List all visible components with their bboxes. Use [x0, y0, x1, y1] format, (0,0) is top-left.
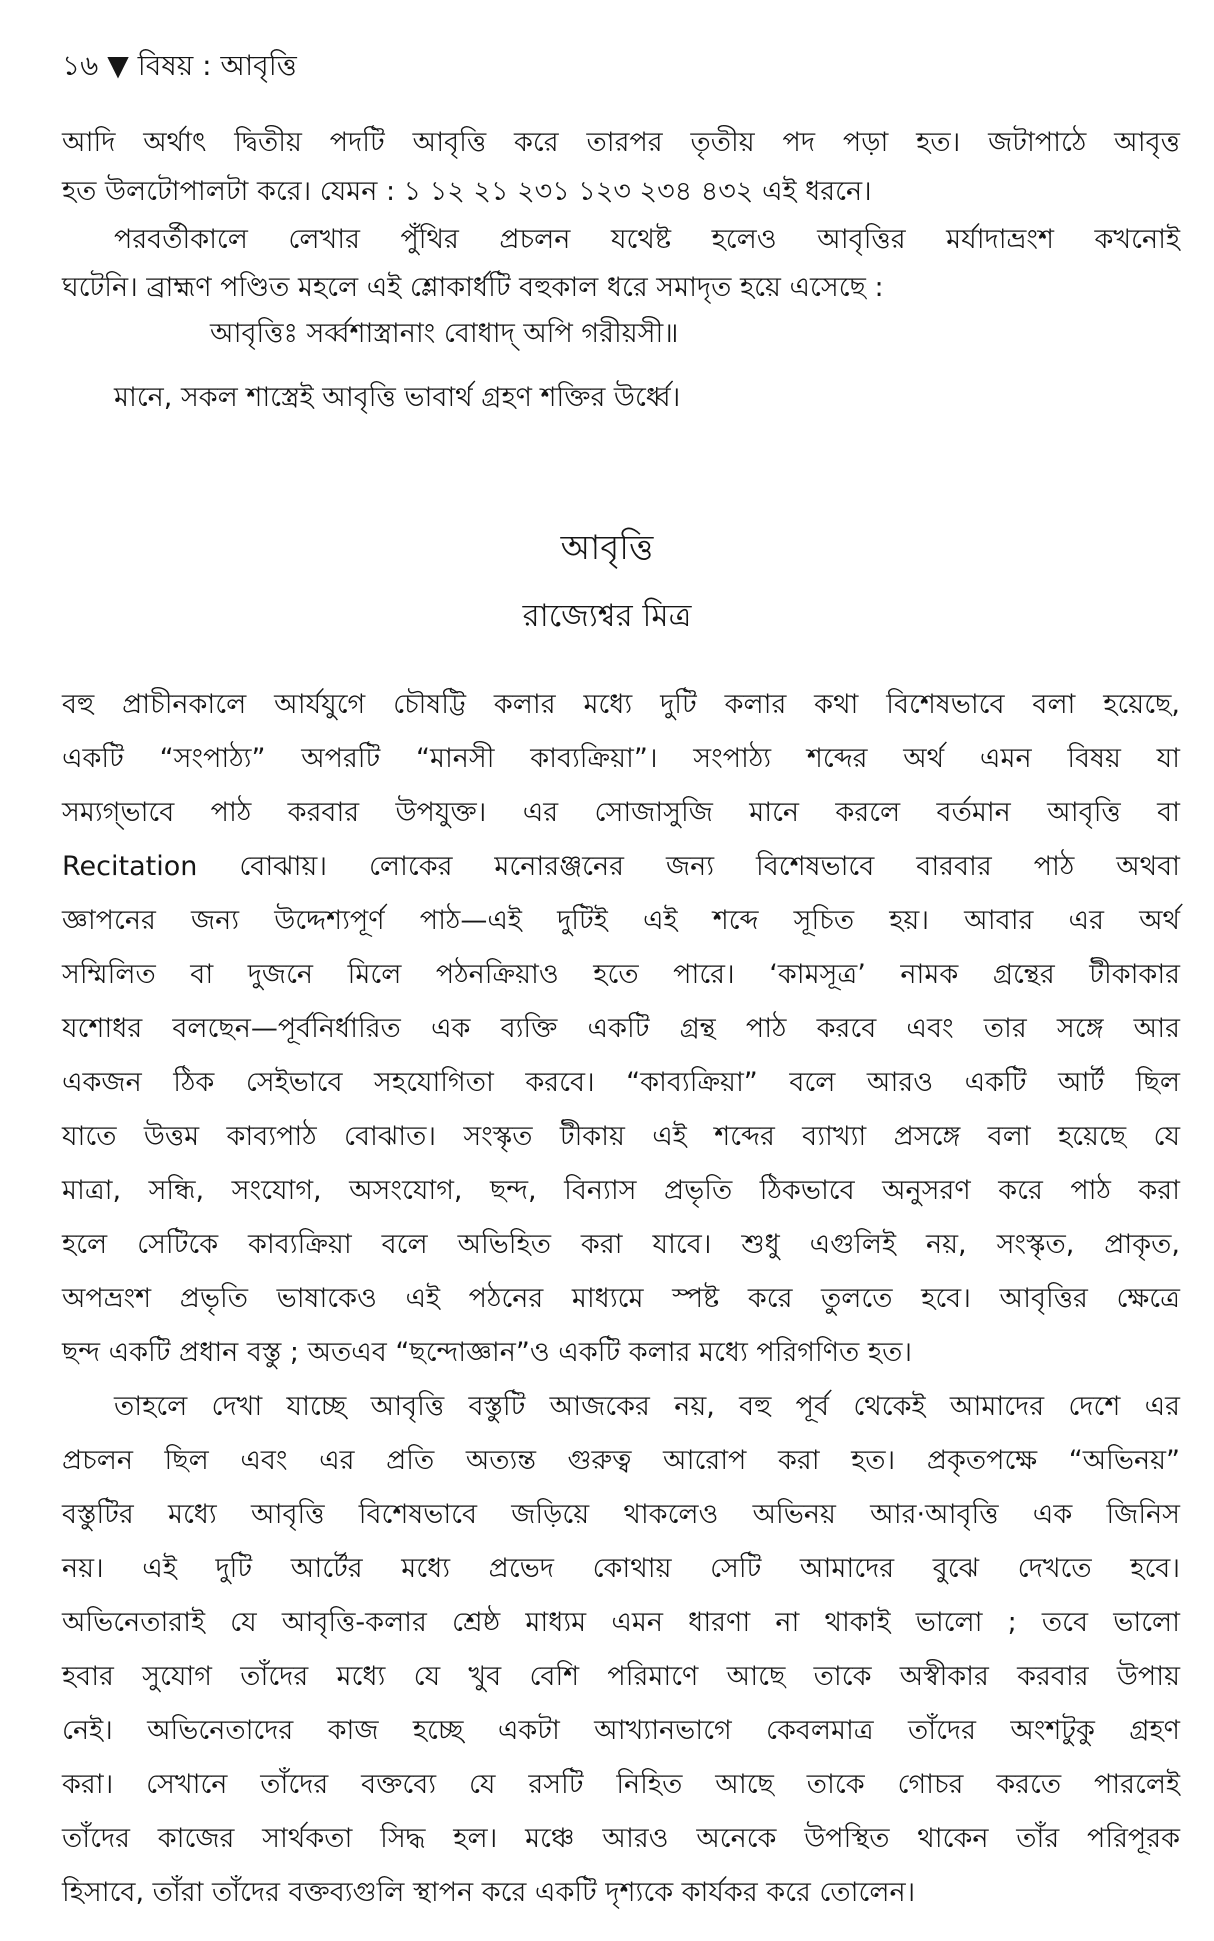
triangle-marker-icon: ▼ [107, 49, 129, 82]
text-line: আদি অর্থাৎ দ্বিতীয় পদটি আবৃত্তি করে তারপর তৃতীয় পদ পড়া হত। জটাপাঠে আবৃত্ত [62, 127, 1180, 158]
text-line: একটি “সংপাঠ্য” অপরটি “মানসী কাব্যক্রিয়া”। সংপাঠ্য শব্দের অর্থ এমন বিষয় যা [62, 743, 1180, 774]
sanskrit-verse: আবৃত্তিঃ সর্ব্বশাস্ত্রানাং বোধাদ্ অপি গরীয়সী॥ [210, 318, 679, 349]
text-line: অভিনেতারাই যে আবৃত্তি-কলার শ্রেষ্ঠ মাধ্যম এমন ধারণা না থাকাই ভালো ; তবে ভালো [62, 1607, 1180, 1638]
text-line: তাঁদের কাজের সার্থকতা সিদ্ধ হল। মঞ্চে আরও অনেকে উপস্থিত থাকেন তাঁর পরিপূরক [62, 1823, 1180, 1854]
text-line: বহু প্রাচীনকালে আর্যযুগে চৌষট্টি কলার মধ্যে দুটি কলার কথা বিশেষভাবে বলা হয়েছে, [62, 689, 1180, 720]
text-line: করা। সেখানে তাঁদের বক্তব্যে যে রসটি নিহিত আছে তাকে গোচর করতে পারলেই [62, 1769, 1180, 1800]
text-line: ঘটেনি। ব্রাহ্মণ পণ্ডিত মহলে এই শ্লোকার্ধটি বহুকাল ধরে সমাদৃত হয়ে এসেছে : [62, 272, 884, 303]
text-line: অপভ্রংশ প্রভৃতি ভাষাকেও এই পঠনের মাধ্যমে স্পষ্ট করে তুলতে হবে। আবৃত্তির ক্ষেত্রে [62, 1283, 1180, 1314]
text-line: হলে সেটিকে কাব্যক্রিয়া বলে অভিহিত করা যাবে। শুধু এগুলিই নয়, সংস্কৃত, প্রাকৃত, [62, 1229, 1180, 1260]
article-author: রাজ্যেশ্বর মিত্র [522, 598, 692, 634]
text-line: প্রচলন ছিল এবং এর প্রতি অত্যন্ত গুরুত্ব আরোপ করা হত। প্রকৃতপক্ষে “অভিনয়” [62, 1445, 1180, 1476]
running-header [62, 44, 297, 91]
text-line: তাহলে দেখা যাচ্ছে আবৃত্তি বস্তুটি আজকের নয়, বহু পূর্ব থেকেই আমাদের দেশে এর [114, 1391, 1180, 1422]
article-title: আবৃত্তি [560, 528, 654, 568]
text-line: ছন্দ একটি প্রধান বস্তু ; অতএব “ছন্দোজ্ঞান”ও একটি কলার মধ্যে পরিগণিত হত। [62, 1337, 912, 1368]
text-line: সম্মিলিত বা দুজনে মিলে পঠনক্রিয়াও হতে পারে। ‘কামসূত্র’ নামক গ্রন্থের টীকাকার [62, 959, 1180, 990]
text-line: হত উলটোপালটা করে। যেমন : ১ ১২ ২১ ২৩১ ১২৩ ২৩৪ ৪৩২ এই ধরনে। [62, 176, 872, 207]
text-line: Recitation বোঝায়। লোকের মনোরঞ্জনের জন্য বিশেষভাবে বারবার পাঠ অথবা [62, 851, 1180, 882]
text-line: নয়। এই দুটি আর্টের মধ্যে প্রভেদ কোথায় সেটি আমাদের বুঝে দেখতে হবে। [62, 1553, 1180, 1584]
text-line: হিসাবে, তাঁরা তাঁদের বক্তব্যগুলি স্থাপন করে একটি দৃশ্যকে কার্যকর করে তোলেন। [62, 1877, 916, 1908]
text-line: হবার সুযোগ তাঁদের মধ্যে যে খুব বেশি পরিমাণে আছে তাকে অস্বীকার করবার উপায় [62, 1661, 1180, 1692]
text-line: মাত্রা, সন্ধি, সংযোগ, অসংযোগ, ছন্দ, বিন্যাস প্রভৃতি ঠিকভাবে অনুসরণ করে পাঠ করা [62, 1175, 1180, 1206]
text-line: নেই। অভিনেতাদের কাজ হচ্ছে একটা আখ্যানভাগে কেবলমাত্র তাঁদের অংশটুকু গ্রহণ [62, 1715, 1180, 1746]
text-line: বস্তুটির মধ্যে আবৃত্তি বিশেষভাবে জড়িয়ে থাকলেও অভিনয় আর·আবৃত্তি এক জিনিস [62, 1499, 1180, 1530]
text-line: জ্ঞাপনের জন্য উদ্দেশ্যপূর্ণ পাঠ—এই দুটিই এই শব্দে সূচিত হয়। আবার এর অর্থ [62, 905, 1180, 936]
text-line: যাতে উত্তম কাব্যপাঠ বোঝাত। সংস্কৃত টীকায় এই শব্দের ব্যাখ্যা প্রসঙ্গে বলা হয়েছে যে [62, 1121, 1180, 1152]
text-line: সম্যগ্‌ভাবে পাঠ করবার উপযুক্ত। এর সোজাসুজি মানে করলে বর্তমান আবৃত্তি বা [62, 797, 1180, 828]
text-line: যশোধর বলছেন—পূর্বনির্ধারিত এক ব্যক্তি একটি গ্রন্থ পাঠ করবে এবং তার সঙ্গে আর [62, 1013, 1180, 1044]
text-line: একজন ঠিক সেইভাবে সহযোগিতা করবে। “কাব্যক্রিয়া” বলে আরও একটি আর্ট ছিল [62, 1067, 1180, 1098]
page-number: ১৬ [62, 49, 99, 82]
intro-closing-line: মানে, সকল শাস্ত্রেই আবৃত্তি ভাবার্থ গ্রহণ শক্তির উর্ধ্বে। [114, 382, 681, 413]
section-title: বিষয় : আবৃত্তি [137, 49, 297, 82]
text-line: পরবর্তীকালে লেখার পুঁথির প্রচলন যথেষ্ট হলেও আবৃত্তির মর্যাদাভ্রংশ কখনোই [114, 224, 1180, 255]
